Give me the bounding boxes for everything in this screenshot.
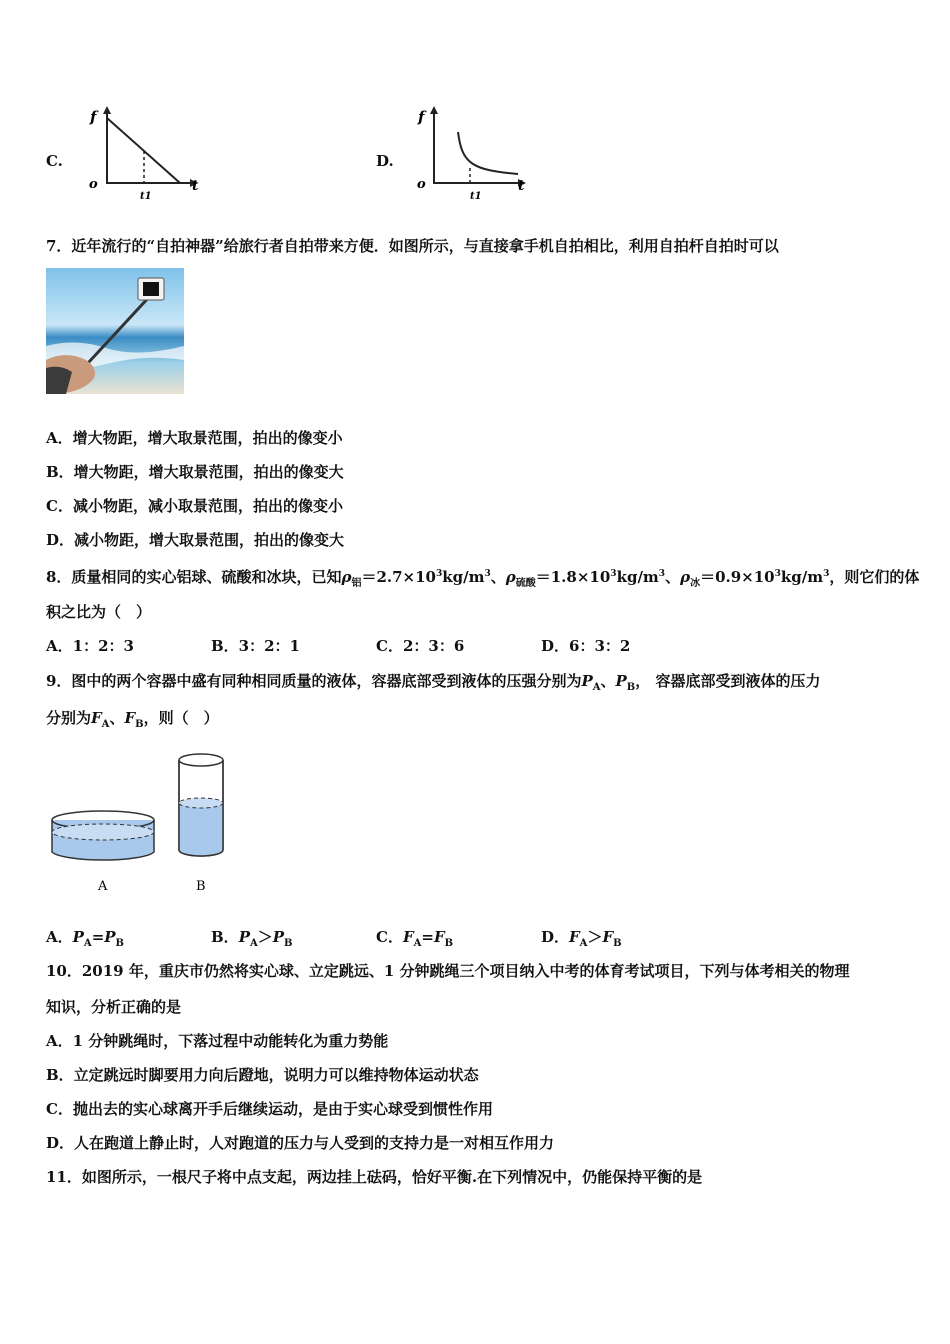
- graph-d-f-label: f: [418, 108, 425, 126]
- q7-stem: 7．近年流行的“自拍神器”给旅行者自拍带来方便．如图所示，与直接拿手机自拍相比，利用自拍杆自拍时可以: [46, 237, 779, 255]
- graph-d-y-arrow: [430, 106, 438, 114]
- graph-c-t-label: t: [192, 178, 199, 194]
- container-b-liquid: [179, 803, 223, 856]
- containers-figure: [46, 746, 236, 896]
- q9-option-a: A．$P_A=P_B$: [46, 928, 124, 949]
- q8-option-a: A．1：2：3: [46, 637, 134, 655]
- container-b-rim: [179, 754, 223, 766]
- q8-option-b: B．3：2：1: [211, 637, 300, 655]
- q10-option-b: B．立定跳远时脚要用力向后蹬地，说明力可以维持物体运动状态: [46, 1066, 479, 1084]
- graph-c: [84, 104, 204, 200]
- option-c-label: C.: [46, 152, 63, 170]
- graph-c-line: [107, 118, 180, 183]
- graph-d-t-label: t: [518, 178, 525, 194]
- q7-option-b: B．增大物距，增大取景范围，拍出的像变大: [46, 463, 344, 481]
- q8-option-c: C．2：3：6: [376, 637, 465, 655]
- q8-option-d: D．6：3：2: [541, 637, 631, 655]
- q10-line2: 知识，分析正确的是: [46, 998, 182, 1016]
- q8-line1: 8．质量相同的实心铝球、硫酸和冰块，已知$\rho_铝=2.7\times 10^3kg/m^3$、$\rho_{硫酸}=1.8\times 10^3kg/m^3$、$\rho_冰=0.9\times 10^3kg/m^3$，则它们的体: [46, 568, 920, 589]
- graph-c-t1-label: t1: [140, 191, 152, 200]
- q10-option-d: D．人在跑道上静止时，人对跑道的压力与人受到的支持力是一对相互作用力: [46, 1134, 555, 1152]
- q11-stem: 11．如图所示，一根尺子将中点支起，两边挂上砝码，恰好平衡.在下列情况中，仍能保持平衡的是: [46, 1168, 703, 1186]
- q9-option-c: C．$F_A=F_B$: [376, 928, 454, 949]
- graph-d-t1-label: t1: [470, 191, 482, 200]
- graph-d: [414, 104, 534, 200]
- photo-phone-screen: [143, 282, 159, 296]
- option-d-label: D.: [376, 152, 394, 170]
- q10-option-a: A．1 分钟跳绳时，下落过程中动能转化为重力势能: [46, 1032, 389, 1050]
- q7-option-d: D．减小物距，增大取景范围，拍出的像变大: [46, 531, 345, 549]
- q10-option-c: C．抛出去的实心球离开手后继续运动，是由于实心球受到惯性作用: [46, 1100, 493, 1118]
- q10-line1: 10．2019 年，重庆市仍然将实心球、立定跳远、1 分钟跳绳三个项目纳入中考的体育考试项目，下列与体考相关的物理: [46, 962, 850, 980]
- q7-option-a: A．增大物距，增大取景范围，拍出的像变小: [46, 429, 343, 447]
- container-b-liquid-surface: [179, 798, 223, 808]
- q9-line2: 分别为$F_A$、$F_B$，则（ ）: [46, 709, 219, 730]
- q8-line2: 积之比为（ ）: [46, 603, 152, 621]
- selfie-stick-photo: [46, 268, 184, 394]
- container-a-label: A: [98, 879, 108, 894]
- graph-c-y-arrow: [103, 106, 111, 114]
- container-b-label: B: [196, 879, 206, 894]
- graph-d-curve: [458, 132, 518, 174]
- container-a-liquid-surface: [52, 824, 154, 840]
- graph-c-origin: o: [89, 177, 98, 192]
- q9-option-d: D．$F_A>F_B$: [541, 928, 622, 949]
- graph-c-f-label: f: [90, 108, 97, 126]
- graph-d-origin: o: [417, 177, 426, 192]
- q7-option-c: C．减小物距，减小取景范围，拍出的像变小: [46, 497, 343, 515]
- q9-option-b: B．$P_A>P_B$: [211, 928, 293, 949]
- q9-line1: 9．图中的两个容器中盛有同种相同质量的液体，容器底部受到液体的压强分别为$P_A$、$P_B$， 容器底部受到液体的压力: [46, 672, 821, 693]
